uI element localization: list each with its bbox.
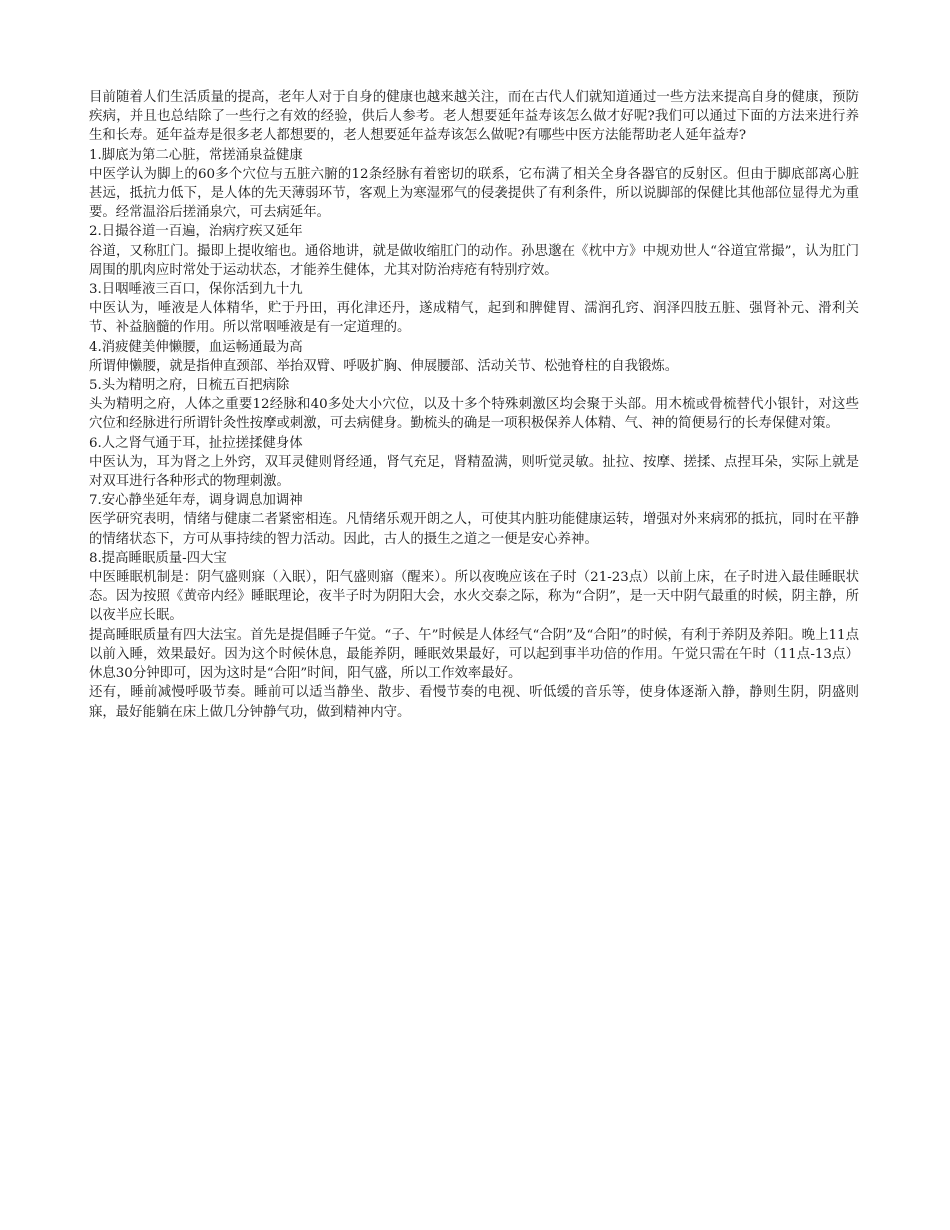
section-heading: 7.安心静坐延年寿，调身调息加调神	[89, 493, 303, 509]
section-heading: 6.人之肾气通于耳，扯拉搓揉健身体	[89, 435, 303, 451]
section-paragraph: 中医学认为脚上的60多个穴位与五脏六腑的12条经脉有着密切的联系，它布满了相关全身各器官的反射区。但由于脚底部离心脏甚远，抵抗力低下，是人体的先天薄弱环节，客观上为寒湿邪气的侵袭提供了有利条件，所以说脚部的保健比其他部位显得尤为重要。经常温浴后搓涌泉穴，可去病延年。	[89, 166, 859, 221]
section-paragraph: 头为精明之府，人体之重要12经脉和40多处大小穴位，以及十多个特殊刺激区均会聚于头部。用木梳或骨梳替代小银针，对这些穴位和经脉进行所谓针灸性按摩或刺激，可去病健身。勤梳头的确是一项积极保养人体精、气、神的简便易行的长寿保健对策。	[89, 397, 859, 432]
section-paragraph: 还有，睡前减慢呼吸节奏。睡前可以适当静坐、散步、看慢节奏的电视、听低缓的音乐等，使身体逐渐入静，静则生阴，阴盛则寐，最好能躺在床上做几分钟静气功，做到精神内守。	[89, 685, 859, 720]
section-heading: 1.脚底为第二心脏，常搓涌泉益健康	[89, 147, 303, 163]
section-paragraph: 谷道，又称肛门。撮即上提收缩也。通俗地讲，就是做收缩肛门的动作。孙思邈在《枕中方》中规劝世人“谷道宜常撮”，认为肛门周围的肌肉应时常处于运动状态，才能养生健体，尤其对防治痔疮有特别疗效。	[89, 243, 859, 278]
section-heading: 8.提高睡眠质量-四大宝	[89, 550, 227, 566]
section-heading: 5.头为精明之府，日梳五百把病除	[89, 378, 290, 394]
section-heading: 2.日撮谷道一百遍，治病疗疾又延年	[89, 224, 303, 240]
section-paragraph: 中医认为，唾液是人体精华，贮于丹田，再化津还丹，遂成精气，起到和脾健胃、濡润孔窍、润泽四肢五脏、强肾补元、滑利关节、补益脑髓的作用。所以常咽唾液是有一定道理的。	[89, 301, 859, 336]
section-6	[89, 434, 859, 492]
section-5	[89, 376, 859, 434]
section-heading: 3.日咽唾液三百口，保你活到九十九	[89, 282, 303, 298]
section-paragraph: 中医认为，耳为肾之上外窍，双耳灵健则肾经通，肾气充足，肾精盈满，则听觉灵敏。扯拉、按摩、搓揉、点捏耳朵，实际上就是对双耳进行各种形式的物理刺激。	[89, 454, 859, 490]
section-heading: 4.消疲健美伸懒腰，血运畅通最为高	[89, 339, 303, 355]
section-paragraph: 提高睡眠质量有四大法宝。首先是提倡睡子午觉。“子、午”时候是人体经气“合阴”及“合阳”的时候，有利于养阴及养阳。晚上11点以前入睡，效果最好。因为这个时候休息，最能养阴，睡眠效果最好，可以起到事半功倍的作用。午觉只需在午时（11点-13点）休息30分钟即可，因为这时是“合阳”时间，阳气盛，所以工作效率最好。	[89, 627, 859, 682]
section-paragraph: 所谓伸懒腰，就是指伸直颈部、举抬双臂、呼吸扩胸、伸展腰部、活动关节、松弛脊柱的自我锻炼。	[89, 358, 679, 374]
section-3	[89, 280, 859, 338]
section-8	[89, 549, 859, 722]
section-4	[89, 338, 859, 376]
section-7	[89, 491, 859, 549]
section-1	[89, 146, 859, 223]
document-body	[89, 88, 859, 722]
section-paragraph: 医学研究表明，情绪与健康二者紧密相连。凡情绪乐观开朗之人，可使其内脏功能健康运转，增强对外来病邪的抵抗，同时在平静的情绪状态下，方可从事持续的智力活动。因此，古人的摄生之道之一便是安心养神。	[89, 512, 859, 547]
section-2	[89, 222, 859, 280]
section-paragraph: 中医睡眠机制是：阴气盛则寐（入眠），阳气盛则寤（醒来）。所以夜晚应该在子时（21-23点）以前上床，在子时进入最佳睡眠状态。因为按照《黄帝内经》睡眠理论，夜半子时为阴阳大会，水火交泰之际，称为“合阴”，是一天中阴气最重的时候，阴主静，所以夜半应长眠。	[89, 570, 859, 624]
intro-paragraph: 目前随着人们生活质量的提高，老年人对于自身的健康也越来越关注，而在古代人们就知道通过一些方法来提高自身的健康，预防疾病，并且也总结除了一些行之有效的经验，供后人参考。老人想要延年益寿该怎么做才好呢?我们可以通过下面的方法来进行养生和长寿。延年益寿是很多老人都想要的，老人想要延年益寿该怎么做呢?有哪些中医方法能帮助老人延年益寿?	[89, 90, 859, 144]
